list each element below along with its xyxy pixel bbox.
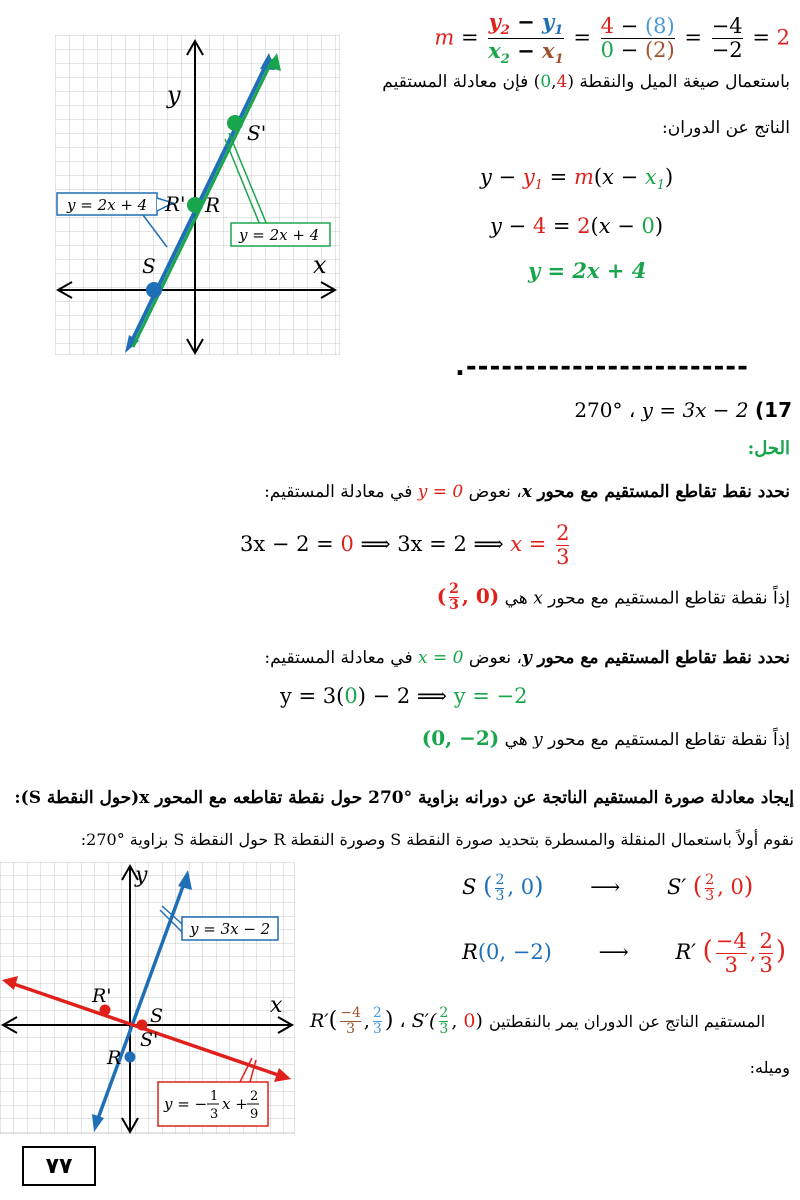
yint-concl-pre: إذاً نقطة تقاطع المستقيم مع محور [542, 730, 790, 750]
y-intercept-conclusion [190, 726, 790, 750]
num-c: −4 [711, 14, 743, 39]
map-rp-den: 3 [716, 953, 747, 977]
xint-den: 3 [556, 545, 570, 570]
separator: .------------------------ [455, 352, 749, 382]
ps-open: ( [593, 165, 603, 189]
map-s: S [462, 875, 477, 899]
xint-y: y [417, 482, 428, 502]
y1: y [542, 9, 555, 34]
num-op: − [613, 14, 645, 39]
passes-math: R′( $\frac{-4}{3}$ , $\frac{2}{3}$ ) ، S′( $\frac{2}{3}$ , 0) [310, 1005, 483, 1038]
label-s-prime: S' [247, 121, 267, 145]
eq-label-red-f1n: 1 [210, 1089, 219, 1104]
simplified-fraction [712, 15, 743, 62]
xint-rest-1: ، نعوض [463, 482, 522, 502]
den-c: −2 [711, 38, 743, 63]
substituted-equation [490, 214, 663, 238]
x1-sub: 1 [554, 52, 564, 68]
point-slope-formula [480, 165, 673, 193]
label-r-prime: R' [165, 192, 186, 216]
text-pre: باستعمال صيغة الميل والنقطة ( [567, 72, 790, 92]
yint-concl-var: y [533, 730, 543, 750]
yint-eq-b: ) − 2 ⟹ [357, 684, 454, 708]
x-label: x [313, 251, 327, 279]
map-sp-num: 2 [705, 871, 715, 888]
ps-y: y [480, 165, 492, 189]
passes-text: المستقيم الناتج عن الدوران يمر بالنقطتين [488, 1011, 766, 1031]
map-s-den: 3 [495, 888, 505, 904]
pass-sp-comma: , [451, 1009, 464, 1032]
ps-eq: = [542, 165, 574, 189]
xint-concl-var: x [533, 588, 543, 609]
problem-sep: ، [622, 398, 642, 422]
num-b: (8) [644, 14, 675, 39]
map-sp-den: 3 [705, 888, 715, 904]
map-arrow: ⟶ [598, 940, 629, 965]
xint-num: 2 [556, 521, 570, 545]
sl-open: ( [590, 214, 599, 238]
x-label: x [270, 993, 283, 1018]
eq-label-blue: y = 2x + 4 [67, 196, 148, 214]
xint-concl-mid: هي [499, 588, 534, 609]
sl-eq: = [546, 214, 578, 238]
problem-angle: 270° [574, 398, 623, 422]
pass-sp-zero: 0 [463, 1009, 476, 1032]
y-label: y [167, 81, 181, 109]
text-point-slope [370, 72, 790, 92]
rotation-intro: نقوم أولاً باستعمال المنقلة والمسطرة بتحديد صورة النقطة S وصورة النقطة R حول النقطة S بزاوية °270: [80, 830, 794, 849]
y2-sub: 2 [500, 23, 510, 39]
pass-sep: ، [399, 1009, 412, 1032]
minus: − [517, 38, 535, 64]
graph-rotation-y3x2 [0, 862, 295, 1134]
point-s-prime [227, 115, 243, 131]
ps-m: m [573, 165, 594, 189]
slope-formula [434, 10, 790, 68]
text-comma: , [551, 72, 557, 92]
ps-y1-sub: 1 [534, 178, 543, 194]
den-op: − [613, 38, 645, 63]
x-intercept-title [10, 482, 790, 502]
x-intercept-conclusion [190, 582, 790, 614]
label-s: S [142, 254, 156, 278]
eq-label-green: y = 2x + 4 [239, 226, 320, 244]
eq-sign: = [460, 25, 479, 50]
text-y: 4 [556, 72, 568, 92]
pass-sp: S′( [411, 1009, 437, 1032]
pass-rp-den2: 3 [372, 1021, 382, 1038]
yint-concl-mid: هي [499, 730, 534, 750]
y-intercept-title [10, 648, 790, 668]
yint-title-var: y [522, 648, 532, 668]
y-label: y [135, 863, 148, 888]
graph-rotation-y2x4 [55, 35, 340, 355]
x-intercept-equation [240, 522, 572, 569]
map-sp-zero: 0 [730, 875, 744, 899]
eq-label-red-pre: y = − [164, 1095, 208, 1113]
point-r [187, 197, 203, 213]
pass-sp-num: 2 [439, 1005, 449, 1021]
xint-eq-b: ⟹ 3x = 2 ⟹ [353, 532, 511, 557]
sl-y: y − [490, 214, 533, 238]
pass-rp-den: 3 [340, 1021, 361, 1037]
eq-label-red-mid: x + [222, 1095, 248, 1113]
sl-two: 2 [577, 214, 591, 238]
x2: x [488, 38, 501, 64]
slope-result: 2 [776, 25, 790, 50]
xint-eq-x: x = [510, 532, 554, 557]
label-s: S [150, 1005, 164, 1027]
map-rp: R′ [675, 940, 696, 965]
yint-eq-a: y = 3( [280, 684, 345, 708]
yint-zero: 0 [452, 648, 464, 668]
ps-minus: − [491, 165, 523, 189]
point-r [125, 1052, 136, 1063]
eq-label-blue: y = 3x − 2 [190, 920, 271, 938]
xint-title-var: x [521, 482, 532, 502]
mapping-s: S ( $\frac{2}{3}$ , 0) ⟶ S′ ( $\frac{2}{3}$ , 0) [462, 871, 754, 904]
label-r-prime: R' [92, 985, 112, 1007]
yint-rest-2: في معادلة المستقيم: [264, 648, 418, 668]
values-fraction [601, 15, 675, 62]
ps-x: x [602, 165, 614, 189]
yint-title-bold: نحدد نقط تقاطع المستقيم مع محور [537, 648, 790, 668]
label-r: R [107, 1047, 122, 1069]
xint-pt-open: ( [436, 584, 447, 609]
den-b: (2) [644, 38, 675, 63]
ps-close: ) [664, 165, 674, 189]
text-rotation-result: الناتج عن الدوران: [662, 118, 790, 138]
pass-rp: R′ [310, 1009, 329, 1032]
page-number: ٧٧ [22, 1146, 96, 1186]
slope-m: m [434, 25, 455, 50]
label-r: R [205, 193, 221, 217]
problem-number: (17 [755, 398, 792, 422]
sl-zero: 0 [641, 214, 655, 238]
yint-eq: = [427, 648, 453, 668]
den-a: 0 [600, 38, 614, 63]
pass-sp-den: 3 [439, 1021, 449, 1038]
eq-sign: = [573, 25, 591, 50]
solution-label: الحل: [747, 438, 790, 459]
y1-sub: 1 [554, 23, 564, 39]
eq-sign: = [684, 25, 702, 50]
eq-label-red-f2n: 2 [250, 1089, 259, 1104]
text-x: 0 [540, 72, 552, 92]
map-rp-num2: 2 [759, 929, 773, 953]
yint-eq-zero: 0 [344, 684, 358, 708]
yint-point: (0, −2) [421, 726, 500, 750]
xint-zero: 0 [452, 482, 464, 502]
xint-fraction [556, 522, 569, 569]
pass-sp-close: ) [475, 1009, 483, 1032]
ps-x1-sub: 1 [656, 178, 665, 194]
label-s-prime: S' [140, 1029, 159, 1051]
xint-title-bold: نحدد نقط تقاطع المستقيم مع محور [537, 482, 790, 502]
y-intercept-equation [280, 684, 528, 708]
rotation-heading: إيجاد معادلة صورة المستقيم الناتجة عن دورانه بزاوية °270 حول نقطة تقاطعه مع المحور x(حول النقطة S): [14, 788, 794, 808]
xint-concl-pre: إذاً نقطة تقاطع المستقيم مع محور [542, 588, 790, 609]
ps-minus: − [613, 165, 645, 189]
minus: − [517, 9, 535, 34]
eq-sign: = [752, 25, 770, 50]
eq-label-red-f1d: 3 [210, 1107, 219, 1122]
map-s-num: 2 [495, 871, 505, 888]
yint-x: x [418, 648, 428, 668]
passes-through-line [310, 1006, 795, 1038]
pass-rp-num2: 2 [372, 1005, 382, 1021]
xint-eq-zero: 0 [340, 532, 354, 557]
ps-x1: x [644, 165, 657, 189]
xint-eq-a: 3x − 2 = [240, 532, 341, 557]
xint-eq: = [427, 482, 453, 502]
problem-17 [574, 398, 792, 422]
yint-eq-c: y = −2 [453, 684, 528, 708]
num-a: 4 [600, 14, 614, 39]
xint-pt-comma: , [461, 584, 476, 609]
x2-sub: 2 [500, 52, 510, 68]
problem-eq: y = 3x − 2 [641, 398, 749, 422]
xint-pt-zero: 0 [475, 584, 490, 609]
map-rp-den2: 3 [759, 953, 773, 978]
xint-pt-close: ) [489, 584, 500, 609]
ps-y1: y [522, 165, 535, 189]
map-r-coords: (0, −2) [477, 940, 552, 965]
xint-rest-2: في معادلة المستقيم: [264, 482, 418, 502]
map-r: R [462, 940, 478, 965]
map-sp: S′ [666, 875, 687, 899]
x1: x [542, 38, 555, 64]
point-s [146, 282, 162, 298]
sl-x: x − [598, 214, 642, 238]
eq-label-red-f2d: 9 [250, 1107, 259, 1122]
xint-pt-den: 3 [449, 597, 459, 614]
y2: y [488, 9, 501, 34]
sl-four: 4 [532, 214, 547, 238]
text-post: ) فإن معادلة المستقيم [382, 72, 541, 92]
formula-fraction [488, 10, 563, 68]
slope-word: وميله: [749, 1058, 790, 1077]
xint-pt-num: 2 [449, 581, 459, 597]
result-equation: y = 2x + 4 [528, 258, 647, 283]
yint-rest-1: ، نعوض [463, 648, 523, 668]
pass-rp-num: −4 [340, 1005, 361, 1021]
sl-close: ) [654, 214, 664, 238]
mapping-r: R(0, −2) ⟶ R′ ( $\frac{-4}{3}$ , $\frac{2}{3}$ ) [462, 929, 786, 978]
map-rp-num: −4 [715, 929, 747, 953]
map-s-zero: 0 [520, 875, 535, 899]
map-arrow: ⟶ [590, 875, 621, 899]
